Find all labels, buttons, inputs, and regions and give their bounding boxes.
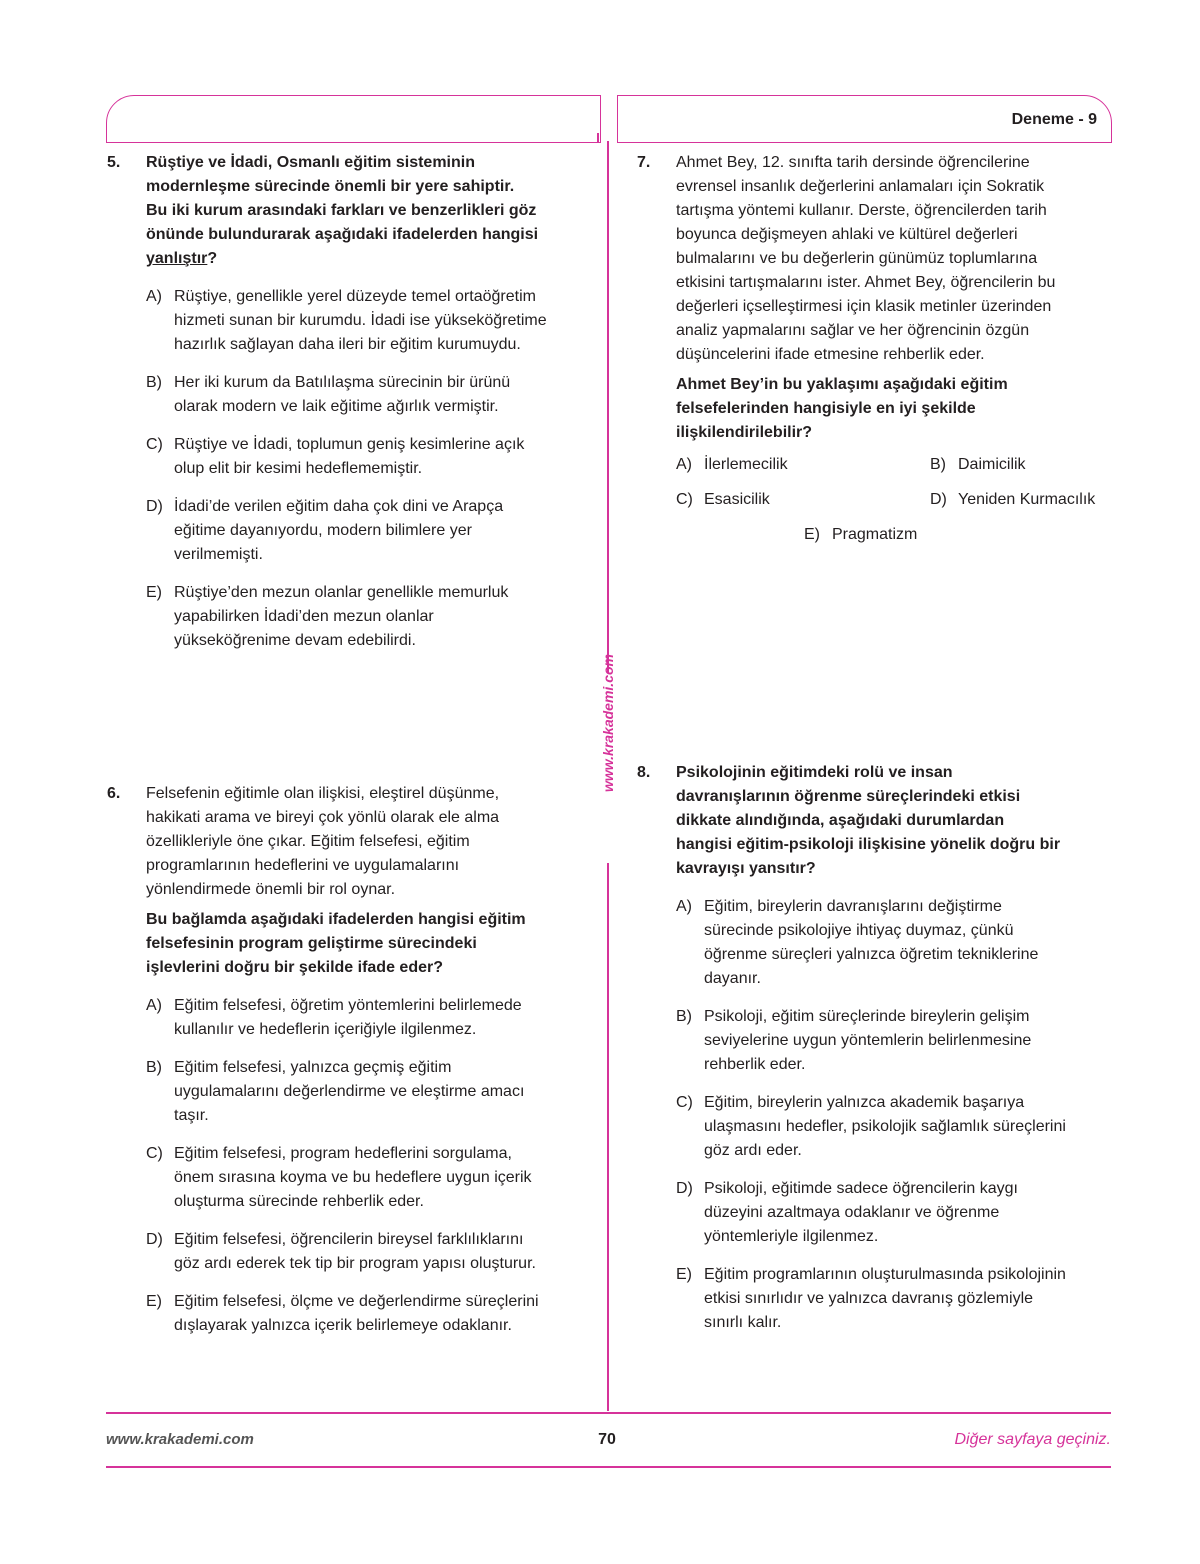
option-d[interactable]: D) Psikoloji, eğitimde sadece öğrencilerin kaygı düzeyini azaltmaya odaklanır ve öğrenme yöntemleriyle ilgilenmez. [676,1180,1018,1245]
question-number: 6. [107,785,121,802]
question-8 [637,761,1115,1349]
options [676,453,1115,563]
options [146,994,585,1338]
question-stem: Rüştiye ve İdadi, Osmanlı eğitim sisteminin modernleşme sürecinde önemli bir yere sahiptir. Bu iki kurum arasındaki farkları ve benzerlikleri göz önünde bulundurarak aşağıdaki ifadelerden hangisi yanlıştır? [146,154,539,267]
question-number: 5. [107,154,121,171]
page-number: 70 [598,1431,616,1448]
option-c[interactable]: C) Rüştiye ve İdadi, toplumun geniş kesimlerine açık olup elit bir kesimi hedeflememiştir. [146,436,525,477]
option-a[interactable]: A) Eğitim, bireylerin davranışlarını değiştirme sürecinde psikolojiye ihtiyaç duymaz, çünkü öğrenme süreçleri yalnızca öğretim tekniklerine dayanır. [676,898,1039,987]
question-stem: Psikolojinin eğitimdeki rolü ve insan davranışlarının öğrenme süreçlerindeki etkisi dikkate alındığında, aşağıdaki durumlardan hangisi eğitim-psikoloji ilişkisine yönelik doğru bir kavrayışı yansıtır? [676,764,1061,877]
column-divider-bottom [607,863,609,1411]
question-6 [107,782,585,1352]
negative-keyword: yanlıştır [146,250,208,267]
options [146,285,585,653]
option-b[interactable]: B) Eğitim felsefesi, yalnızca geçmiş eğitim uygulamalarını değerlendirme ve eleştirme amacı taşır. [146,1059,525,1124]
question-prompt: Bu bağlamda aşağıdaki ifadelerden hangisi eğitim felsefesinin program geliştirme sürecindeki işlevlerini doğru bir şekilde ifade eder? [146,911,526,976]
column-divider-top [607,141,609,673]
next-page-note: Diğer sayfaya geçiniz. [954,1431,1111,1448]
option-d[interactable]: D) Eğitim felsefesi, öğrencilerin bireysel farklılıklarını göz ardı ederek tek tip bir program yapısı oluşturur. [146,1231,536,1272]
option-b[interactable]: B) Psikoloji, eğitim süreçlerinde bireylerin gelişim seviyelerine uygun yöntemlerin belirlenmesine rehberlik eder. [676,1008,1032,1073]
option-a[interactable]: A) Rüştiye, genellikle yerel düzeyde temel ortaöğretim hizmeti sunan bir kurumdu. İdadi ise yükseköğretime hazırlık sağlayan daha ileri bir eğitim kurumuydu. [146,288,547,353]
option-e[interactable]: E) Rüştiye’den mezun olanlar genellikle memurluk yapabilirken İdadi’den mezun olanlar yükseköğrenime devam edebilirdi. [146,584,509,649]
question-prompt: Ahmet Bey’in bu yaklaşımı aşağıdaki eğitim felsefelerinden hangisiyle en iyi şekilde ilişkilendirilebilir? [676,376,1008,441]
option-d[interactable]: D) İdadi’de verilen eğitim daha çok dini ve Arapça eğitime dayanıyordu, modern bilimlere yer verilmemişti. [146,498,504,563]
option-b[interactable]: B) Her iki kurum da Batılılaşma sürecinin bir ürünü olarak modern ve laik eğitime ağırlık vermiştir. [146,374,511,415]
option-b[interactable]: B) Daimicilik [930,456,1026,473]
options [676,895,1115,1335]
question-5 [107,151,585,667]
option-d[interactable]: D) Yeniden Kurmacılık [930,491,1096,508]
question-stem: Felsefenin eğitimle olan ilişkisi, eleştirel düşünme, hakikati arama ve bireyi çok yönlü olarak ele alma özellikleriyle öne çıkar. Eğitim felsefesi, eğitim programlarının hedeflerini ve uygulamalarını yönlendirmede önemli bir rol oynar. [146,785,500,898]
question-7 [637,151,1115,563]
header-divider-tick [597,133,599,143]
question-number: 8. [637,764,651,781]
footer-bottom-rule [106,1466,1111,1468]
option-e[interactable]: E) Pragmatizm [804,526,918,543]
footer-url[interactable]: www.krakademi.com [106,1431,254,1448]
header-right-box [617,95,1112,143]
option-c[interactable]: C) Esasicilik [676,491,770,508]
question-stem: Ahmet Bey, 12. sınıfta tarih dersinde öğrencilerine evrensel insanlık değerlerini anlamaları için Sokratik tartışma yöntemi kullanır. Derste, öğrencilerden tarih boyunca değişmeyen ahlaki ve kültürel değerleri bulmalarını ve bu değerlerin günümüz toplumlarına etkisini tartışmalarını ister. Ahmet Bey, öğrencilerin bu değerleri içselleştirmesi için klasik metinler üzerinden analiz yapmalarını sağlar ve her öğrencinin özgün düşüncelerini ifade etmesine rehberlik eder. [676,154,1056,363]
footer-top-rule [106,1412,1111,1414]
option-a[interactable]: A) İlerlemecilik [676,456,788,473]
header-left-box [106,95,601,143]
question-number: 7. [637,154,651,171]
option-e[interactable]: E) Eğitim felsefesi, ölçme ve değerlendirme süreçlerini dışlayarak yalnızca içerik belirlemeye odaklanır. [146,1293,539,1334]
option-c[interactable]: C) Eğitim felsefesi, program hedeflerini sorgulama, önem sırasına koyma ve bu hedeflere uygun içerik oluşturma sürecinde rehberlik eder. [146,1145,532,1210]
exam-label: Deneme - 9 [1011,111,1097,128]
option-c[interactable]: C) Eğitim, bireylerin yalnızca akademik başarıya ulaşmasını hedefler, psikolojik sağlamlık süreçlerini göz ardı eder. [676,1094,1066,1159]
watermark: www.krakademi.com [600,654,616,792]
option-e[interactable]: E) Eğitim programlarının oluşturulmasında psikolojinin etkisi sınırlıdır ve yalnızca davranış gözlemiyle sınırlı kalır. [676,1266,1066,1331]
option-a[interactable]: A) Eğitim felsefesi, öğretim yöntemlerini belirlemede kullanılır ve hedeflerin içeriğiyle ilgilenmez. [146,997,522,1038]
